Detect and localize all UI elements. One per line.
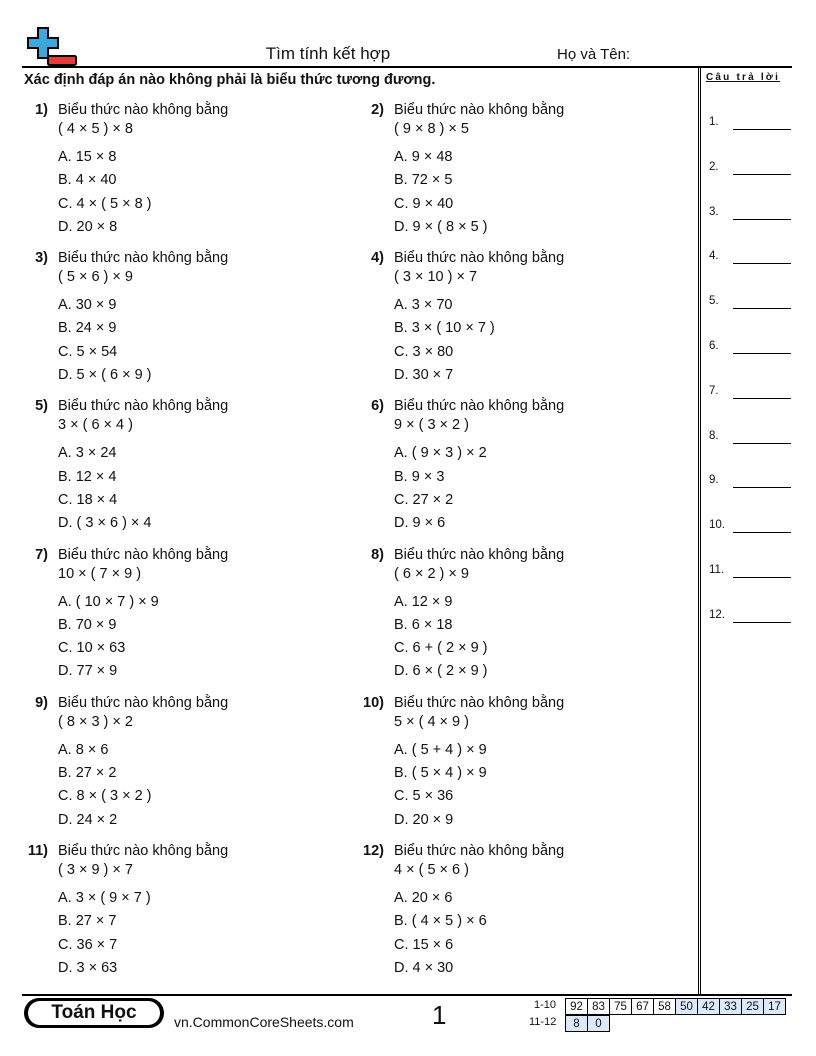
score-table-row bbox=[565, 1015, 610, 1032]
score-cell: 67 bbox=[632, 999, 654, 1015]
question-10 bbox=[363, 694, 694, 832]
answer-row bbox=[709, 161, 793, 177]
score-cell: 42 bbox=[698, 999, 720, 1015]
option-b: B. 6 × 18 bbox=[394, 616, 453, 633]
answer-row bbox=[709, 564, 793, 580]
option-c: C. 5 × 54 bbox=[58, 343, 118, 360]
answer-number: 10. bbox=[709, 519, 725, 532]
option-a: A. ( 10 × 7 ) × 9 bbox=[58, 593, 159, 610]
option-b: B. ( 4 × 5 ) × 6 bbox=[394, 913, 487, 930]
option-d: D. 20 × 8 bbox=[58, 218, 118, 235]
question-number: 12) bbox=[363, 843, 384, 859]
option-d: D. 30 × 7 bbox=[394, 367, 454, 384]
brand-label: Toán Học bbox=[28, 1001, 160, 1025]
answer-blank-line[interactable] bbox=[733, 577, 791, 578]
answer-blank-line[interactable] bbox=[733, 308, 791, 309]
question-7 bbox=[35, 546, 358, 684]
question-prompt: Biểu thức nào không bằng bbox=[394, 250, 565, 267]
question-prompt: Biểu thức nào không bằng bbox=[58, 102, 229, 118]
option-list bbox=[394, 739, 694, 832]
score-cell: 58 bbox=[654, 999, 676, 1015]
option-b: B. 3 × ( 10 × 7 ) bbox=[394, 320, 495, 337]
question-expression: 9 × ( 3 × 2 ) bbox=[394, 417, 469, 434]
question-number: 2) bbox=[371, 102, 384, 118]
option-a: A. 20 × 6 bbox=[394, 890, 453, 906]
option-a: A. 3 × 70 bbox=[394, 297, 453, 314]
question-number: 1) bbox=[35, 102, 48, 118]
option-a: A. 3 × 24 bbox=[58, 445, 117, 462]
name-label: Họ và Tên: bbox=[557, 46, 631, 63]
score-cell: 75 bbox=[610, 999, 632, 1015]
option-d: D. 4 × 30 bbox=[394, 959, 454, 976]
score-cell: 17 bbox=[764, 999, 786, 1015]
option-c: C. 9 × 40 bbox=[394, 195, 454, 212]
score-cell: 25 bbox=[742, 999, 764, 1015]
question-expression: 3 × ( 6 × 4 ) bbox=[58, 417, 133, 434]
option-a: A. 8 × 6 bbox=[58, 741, 109, 758]
question-2 bbox=[371, 101, 694, 239]
score-row-label: 1-10 bbox=[534, 999, 557, 1011]
question-expression: ( 6 × 2 ) × 9 bbox=[394, 565, 469, 582]
answer-number: 11. bbox=[709, 564, 725, 576]
answer-row bbox=[709, 295, 793, 311]
option-c: C. 4 × ( 5 × 8 ) bbox=[58, 195, 152, 212]
option-d: D. 6 × ( 2 × 9 ) bbox=[394, 663, 488, 680]
question-expression: 10 × ( 7 × 9 ) bbox=[58, 565, 142, 582]
question-number: 3) bbox=[35, 250, 48, 267]
option-d: D. 5 × ( 6 × 9 ) bbox=[58, 367, 152, 384]
score-cell: 92 bbox=[566, 999, 588, 1015]
option-d: D. 3 × 63 bbox=[58, 959, 118, 976]
answer-row bbox=[709, 609, 793, 625]
question-expression: ( 9 × 8 ) × 5 bbox=[394, 121, 469, 137]
question-9 bbox=[35, 694, 358, 832]
option-a: A. ( 5 + 4 ) × 9 bbox=[394, 741, 487, 758]
score-table-row bbox=[565, 998, 786, 1015]
question-prompt: Biểu thức nào không bằng bbox=[394, 843, 565, 859]
question-prompt: Biểu thức nào không bằng bbox=[394, 398, 565, 415]
answer-blank-line[interactable] bbox=[733, 622, 791, 623]
question-prompt: Biểu thức nào không bằng bbox=[58, 546, 229, 563]
question-4 bbox=[371, 249, 694, 387]
answer-row bbox=[709, 519, 793, 535]
answer-row bbox=[709, 385, 793, 401]
answer-blank-line[interactable] bbox=[733, 174, 791, 175]
option-a: A. 9 × 48 bbox=[394, 149, 453, 165]
question-number: 6) bbox=[371, 398, 384, 415]
page-number: 1 bbox=[432, 1000, 447, 1030]
option-b: B. 24 × 9 bbox=[58, 320, 117, 337]
question-1 bbox=[35, 101, 358, 239]
option-list bbox=[58, 591, 358, 684]
answer-number: 8. bbox=[709, 429, 719, 442]
score-cell: 0 bbox=[588, 1016, 610, 1032]
answer-row bbox=[709, 474, 793, 490]
option-c: C. 27 × 2 bbox=[394, 491, 454, 508]
answer-row bbox=[709, 430, 793, 446]
answer-blank-line[interactable] bbox=[733, 532, 791, 533]
option-list bbox=[58, 146, 358, 239]
option-list bbox=[58, 887, 358, 980]
question-expression: ( 8 × 3 ) × 2 bbox=[58, 713, 133, 730]
option-d: D. ( 3 × 6 ) × 4 bbox=[58, 515, 152, 532]
score-row-label: 11-12 bbox=[529, 1016, 557, 1028]
question-6 bbox=[371, 397, 694, 535]
question-number: 10) bbox=[363, 694, 384, 711]
option-c: C. 6 + ( 2 × 9 ) bbox=[394, 640, 488, 657]
option-a: A. 12 × 9 bbox=[394, 593, 453, 610]
question-prompt: Biểu thức nào không bằng bbox=[58, 843, 229, 859]
option-c: C. 18 × 4 bbox=[58, 491, 118, 508]
question-expression: ( 5 × 6 ) × 9 bbox=[58, 269, 133, 286]
footer-divider bbox=[22, 994, 792, 996]
option-c: C. 36 × 7 bbox=[58, 936, 118, 953]
score-cell: 83 bbox=[588, 999, 610, 1015]
answer-number: 4. bbox=[709, 250, 719, 263]
option-c: C. 5 × 36 bbox=[394, 788, 454, 805]
answer-number: 6. bbox=[709, 340, 719, 352]
option-d: D. 9 × 6 bbox=[394, 515, 446, 532]
header-divider bbox=[22, 66, 792, 68]
answer-row bbox=[709, 340, 793, 356]
answer-column-title: Câu trả lời bbox=[706, 72, 781, 83]
option-b: B. 72 × 5 bbox=[394, 172, 453, 189]
option-d: D. 9 × ( 8 × 5 ) bbox=[394, 218, 488, 235]
option-c: C. 3 × 80 bbox=[394, 343, 454, 360]
option-d: D. 77 × 9 bbox=[58, 663, 118, 680]
option-list bbox=[394, 294, 694, 387]
option-list bbox=[58, 294, 358, 387]
answer-number: 9. bbox=[709, 474, 719, 487]
option-d: D. 20 × 9 bbox=[394, 811, 454, 828]
option-a: A. ( 9 × 3 ) × 2 bbox=[394, 445, 487, 462]
answer-number: 5. bbox=[709, 295, 719, 308]
answer-blank-line[interactable] bbox=[733, 129, 791, 130]
answer-blank-line[interactable] bbox=[733, 353, 791, 354]
question-11 bbox=[27, 842, 358, 980]
question-number: 5) bbox=[35, 398, 48, 415]
option-a: A. 30 × 9 bbox=[58, 297, 117, 314]
question-5 bbox=[35, 397, 358, 535]
answer-blank-line[interactable] bbox=[733, 398, 791, 399]
answer-blank-line[interactable] bbox=[733, 263, 791, 264]
option-list bbox=[58, 442, 358, 535]
option-b: B. 70 × 9 bbox=[58, 616, 117, 633]
question-expression: ( 3 × 10 ) × 7 bbox=[394, 269, 478, 286]
question-expression: 4 × ( 5 × 6 ) bbox=[394, 862, 469, 878]
option-a: A. 15 × 8 bbox=[58, 149, 117, 165]
question-number: 7) bbox=[35, 546, 48, 563]
site-url: vn.CommonCoreSheets.com bbox=[174, 1014, 354, 1030]
question-12 bbox=[363, 842, 694, 980]
answer-row bbox=[709, 116, 793, 132]
question-number: 8) bbox=[371, 546, 384, 563]
page-title: Tìm tính kết hợp bbox=[265, 44, 391, 63]
option-c: C. 15 × 6 bbox=[394, 936, 454, 953]
answer-blank-line[interactable] bbox=[733, 487, 791, 488]
answer-number: 12. bbox=[709, 608, 725, 621]
score-cell: 33 bbox=[720, 999, 742, 1015]
option-b: B. 27 × 2 bbox=[58, 765, 117, 782]
option-list bbox=[394, 442, 694, 535]
option-list bbox=[394, 887, 694, 980]
question-prompt: Biểu thức nào không bằng bbox=[394, 546, 565, 563]
score-cell: 50 bbox=[676, 999, 698, 1015]
question-prompt: Biểu thức nào không bằng bbox=[58, 398, 229, 415]
answer-row bbox=[709, 206, 793, 222]
option-c: C. 10 × 63 bbox=[58, 640, 126, 657]
question-3 bbox=[35, 249, 358, 387]
option-c: C. 8 × ( 3 × 2 ) bbox=[58, 788, 152, 805]
answer-number: 2. bbox=[709, 160, 719, 173]
option-list bbox=[394, 146, 694, 239]
option-a: A. 3 × ( 9 × 7 ) bbox=[58, 890, 151, 906]
option-list bbox=[394, 591, 694, 684]
answer-row bbox=[709, 250, 793, 266]
question-number: 11) bbox=[27, 843, 48, 859]
instructions: Xác định đáp án nào không phải là biểu thức tương đương. bbox=[24, 72, 436, 88]
option-b: B. 9 × 3 bbox=[394, 468, 445, 485]
question-number: 9) bbox=[35, 694, 48, 711]
score-cell: 8 bbox=[566, 1016, 588, 1032]
option-list bbox=[58, 739, 358, 832]
option-b: B. 12 × 4 bbox=[58, 468, 117, 485]
question-expression: ( 4 × 5 ) × 8 bbox=[58, 121, 133, 137]
answer-blank-line[interactable] bbox=[733, 219, 791, 220]
answer-number: 1. bbox=[709, 116, 719, 128]
option-d: D. 24 × 2 bbox=[58, 811, 118, 828]
answer-number: 3. bbox=[709, 205, 719, 218]
option-b: B. 4 × 40 bbox=[58, 172, 117, 189]
question-expression: ( 3 × 9 ) × 7 bbox=[58, 862, 133, 878]
option-b: B. ( 5 × 4 ) × 9 bbox=[394, 765, 487, 782]
option-b: B. 27 × 7 bbox=[58, 913, 117, 930]
question-number: 4) bbox=[371, 250, 384, 267]
question-expression: 5 × ( 4 × 9 ) bbox=[394, 713, 469, 730]
answer-number: 7. bbox=[709, 384, 719, 397]
question-prompt: Biểu thức nào không bằng bbox=[394, 694, 565, 711]
answer-blank-line[interactable] bbox=[733, 443, 791, 444]
question-prompt: Biểu thức nào không bằng bbox=[58, 694, 229, 711]
question-prompt: Biểu thức nào không bằng bbox=[394, 102, 565, 118]
question-8 bbox=[371, 546, 694, 684]
question-prompt: Biểu thức nào không bằng bbox=[58, 250, 229, 267]
